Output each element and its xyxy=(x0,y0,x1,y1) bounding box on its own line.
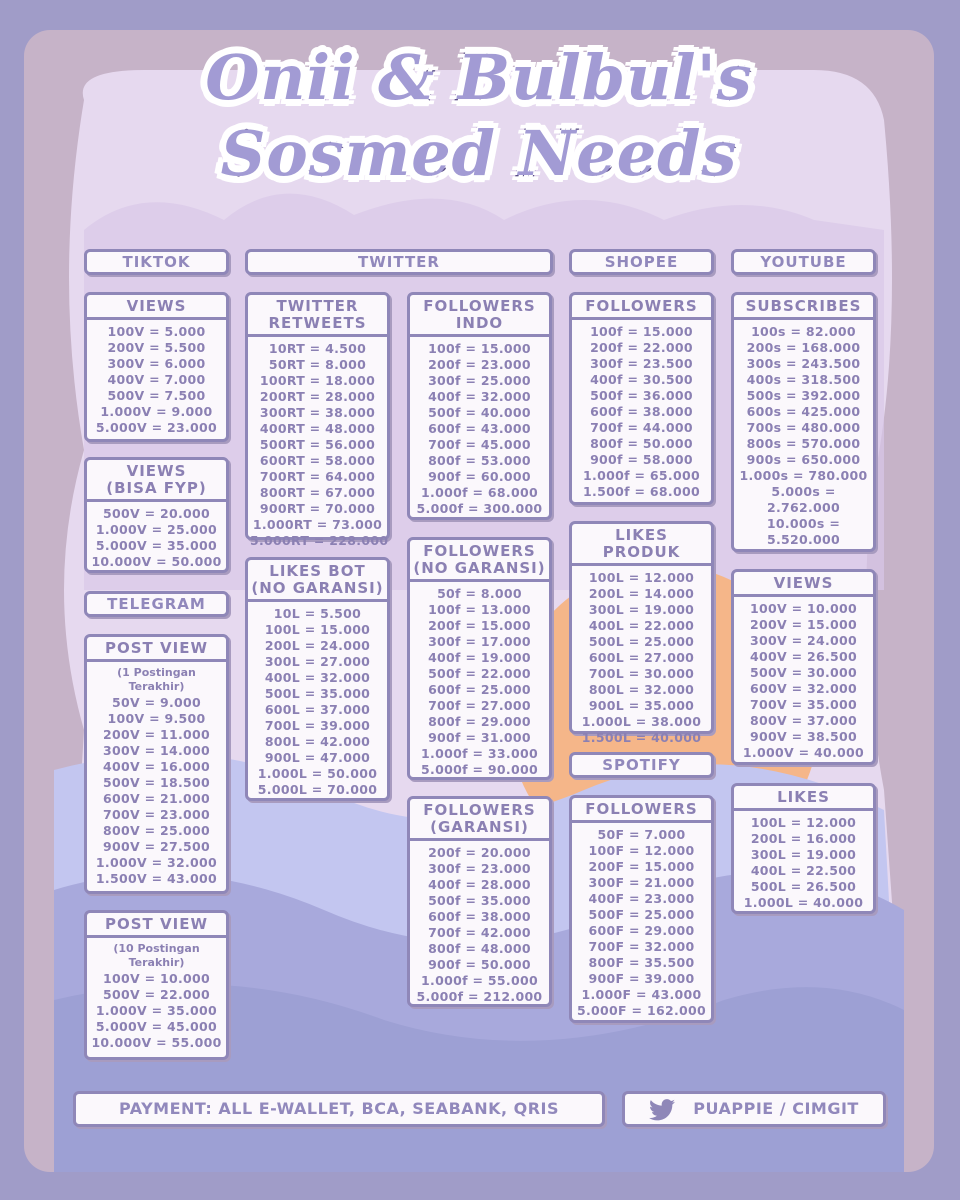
price-item: 100L = 15.000 xyxy=(264,622,371,637)
twitter-likes-bot-card xyxy=(245,557,390,801)
price-item: 200V = 5.500 xyxy=(107,340,206,355)
price-item: 500V = 18.500 xyxy=(102,775,211,790)
category-tiktok: TIKTOK xyxy=(84,249,229,275)
price-list xyxy=(248,337,387,549)
card-title: VIEWS xyxy=(734,572,873,597)
price-item: 1.000s = 780.000 xyxy=(739,468,868,483)
price-item: 900f = 50.000 xyxy=(428,957,531,972)
card-note-line-2: Terakhir) xyxy=(128,680,185,693)
page-title xyxy=(24,40,934,192)
price-item: 400L = 22.500 xyxy=(750,863,857,878)
price-item: 900RT = 70.000 xyxy=(259,501,376,516)
card-title: VIEWS xyxy=(87,295,226,320)
price-item: 400V = 16.000 xyxy=(102,759,211,774)
price-item: 5.000f = 212.000 xyxy=(416,989,543,1004)
price-item: 200F = 15.000 xyxy=(588,859,695,874)
price-item: 400s = 318.500 xyxy=(746,372,861,387)
card-title: FOLLOWERS xyxy=(572,295,711,320)
contact-handles: PUAPPIE / CIMGIT xyxy=(693,1099,859,1118)
card-title: LIKES xyxy=(734,786,873,811)
price-item: 1.000V = 40.000 xyxy=(742,745,865,760)
price-item: 10RT = 4.500 xyxy=(268,341,367,356)
price-item: 1.500f = 68.000 xyxy=(583,484,700,499)
price-item: 400f = 30.500 xyxy=(590,372,693,387)
category-telegram: TELEGRAM xyxy=(84,591,229,617)
price-item: 800f = 50.000 xyxy=(590,436,693,451)
price-item: 700s = 480.000 xyxy=(746,420,861,435)
price-item: 1.000f = 33.000 xyxy=(421,746,538,761)
card-title: POST VIEW xyxy=(87,637,226,662)
price-item: 700f = 44.000 xyxy=(590,420,693,435)
price-item: 800RT = 67.000 xyxy=(259,485,376,500)
tiktok-views-fyp-card xyxy=(84,457,229,573)
card-title-line-2: INDO xyxy=(455,314,504,332)
price-item: 800F = 35.500 xyxy=(588,955,695,970)
price-item: 300s = 243.500 xyxy=(746,356,861,371)
price-item: 1.000L = 50.000 xyxy=(257,766,378,781)
category-youtube: YOUTUBE xyxy=(731,249,876,275)
youtube-subscribes-card xyxy=(731,292,876,552)
price-item: 600L = 27.000 xyxy=(588,650,695,665)
card-title xyxy=(410,540,549,582)
price-item: 100F = 12.000 xyxy=(588,843,695,858)
price-item: 1.000F = 43.000 xyxy=(581,987,702,1002)
price-item: 900L = 47.000 xyxy=(264,750,371,765)
price-list xyxy=(572,566,711,746)
price-item: 300V = 14.000 xyxy=(102,743,211,758)
price-item: 1.000V = 25.000 xyxy=(95,522,218,537)
youtube-views-card xyxy=(731,569,876,765)
price-item: 300RT = 38.000 xyxy=(259,405,376,420)
price-item: 100s = 82.000 xyxy=(751,324,856,339)
price-item: 800f = 29.000 xyxy=(428,714,531,729)
price-item: 700L = 30.000 xyxy=(588,666,695,681)
price-list xyxy=(572,823,711,1019)
telegram-post-view-10-card xyxy=(84,910,229,1060)
card-title-line-1: VIEWS xyxy=(126,462,187,480)
price-item: 50RT = 8.000 xyxy=(268,357,367,372)
twitter-bird-icon xyxy=(649,1099,675,1121)
telegram-post-view-1-card xyxy=(84,634,229,894)
price-item: 900f = 58.000 xyxy=(590,452,693,467)
price-item: 400f = 32.000 xyxy=(428,389,531,404)
price-item: 600f = 25.000 xyxy=(428,682,531,697)
twitter-followers-indo-card xyxy=(407,292,552,520)
price-item: 200L = 14.000 xyxy=(588,586,695,601)
price-item: 10L = 5.500 xyxy=(273,606,362,621)
price-item: 400F = 23.000 xyxy=(588,891,695,906)
price-item: 500RT = 56.000 xyxy=(259,437,376,452)
card-title: LIKES PRODUK xyxy=(572,524,711,566)
price-item: 400L = 32.000 xyxy=(264,670,371,685)
card-note-line-1: (10 Postingan xyxy=(113,942,200,955)
card-title xyxy=(248,295,387,337)
price-item: 400V = 26.500 xyxy=(749,649,858,664)
price-item: 600F = 29.000 xyxy=(588,923,695,938)
price-item: 200V = 11.000 xyxy=(102,727,211,742)
price-item: 700L = 39.000 xyxy=(264,718,371,733)
price-item: 400f = 19.000 xyxy=(428,650,531,665)
card-title-line-1: FOLLOWERS xyxy=(423,297,536,315)
price-item: 300L = 27.000 xyxy=(264,654,371,669)
price-item: 5.520.000 xyxy=(766,532,841,547)
price-item: 5.000s = xyxy=(771,484,836,499)
title-line-2: Sosmed Needs xyxy=(220,117,738,190)
price-item: 600s = 425.000 xyxy=(746,404,861,419)
price-item: 500V = 20.000 xyxy=(102,506,211,521)
price-item: 700f = 42.000 xyxy=(428,925,531,940)
price-item: 300V = 6.000 xyxy=(107,356,206,371)
price-item: 200f = 15.000 xyxy=(428,618,531,633)
price-item: 400RT = 48.000 xyxy=(259,421,376,436)
price-item: 1.500L = 40.000 xyxy=(581,730,702,745)
price-item: 300f = 23.500 xyxy=(590,356,693,371)
price-item: 100f = 15.000 xyxy=(590,324,693,339)
price-item: 800L = 32.000 xyxy=(588,682,695,697)
price-list xyxy=(248,602,387,798)
twitter-retweets-card xyxy=(245,292,390,548)
price-item: 900f = 60.000 xyxy=(428,469,531,484)
price-item: 5.000RT = 228.000 xyxy=(250,533,389,548)
price-item: 700V = 23.000 xyxy=(102,807,211,822)
price-item: 600V = 32.000 xyxy=(749,681,858,696)
price-item: 500V = 7.500 xyxy=(107,388,206,403)
price-item: 500L = 25.000 xyxy=(588,634,695,649)
price-item: 5.000V = 45.000 xyxy=(95,1019,218,1034)
price-item: 900V = 27.500 xyxy=(102,839,211,854)
price-item: 700f = 27.000 xyxy=(428,698,531,713)
price-item: 500L = 35.000 xyxy=(264,686,371,701)
price-item: 100L = 12.000 xyxy=(750,815,857,830)
price-item: 900f = 31.000 xyxy=(428,730,531,745)
price-item: 800s = 570.000 xyxy=(746,436,861,451)
price-item: 400f = 28.000 xyxy=(428,877,531,892)
twitter-followers-garansi-card xyxy=(407,796,552,1007)
price-item: 800f = 53.000 xyxy=(428,453,531,468)
price-item: 600RT = 58.000 xyxy=(259,453,376,468)
price-item: 10.000V = 55.000 xyxy=(91,1035,222,1050)
price-list xyxy=(410,582,549,778)
price-item: 50F = 7.000 xyxy=(597,827,686,842)
shopee-followers-card xyxy=(569,292,714,505)
price-item: 100f = 15.000 xyxy=(428,341,531,356)
price-item: 1.000f = 65.000 xyxy=(583,468,700,483)
card-title-line-2: (BISA FYP) xyxy=(106,479,207,497)
price-item: 100V = 5.000 xyxy=(107,324,206,339)
category-spotify: SPOTIFY xyxy=(569,752,714,778)
price-item: 900F = 39.000 xyxy=(588,971,695,986)
price-list xyxy=(87,502,226,570)
card-title xyxy=(248,560,387,602)
price-item: 500V = 30.000 xyxy=(749,665,858,680)
category-twitter: TWITTER xyxy=(245,249,553,275)
price-item: 200f = 20.000 xyxy=(428,845,531,860)
card-note-line-1: (1 Postingan xyxy=(117,666,196,679)
spotify-followers-card xyxy=(569,795,714,1023)
price-item: 700F = 32.000 xyxy=(588,939,695,954)
price-list xyxy=(572,320,711,500)
card-title-line-1: FOLLOWERS xyxy=(423,801,536,819)
price-item: 400L = 22.000 xyxy=(588,618,695,633)
price-item: 900L = 35.000 xyxy=(588,698,695,713)
price-item: 10.000s = xyxy=(766,516,841,531)
price-item: 700V = 35.000 xyxy=(749,697,858,712)
price-item: 500f = 36.000 xyxy=(590,388,693,403)
price-item: 300L = 19.000 xyxy=(750,847,857,862)
youtube-likes-card xyxy=(731,783,876,914)
price-item: 800f = 48.000 xyxy=(428,941,531,956)
price-item: 5.000L = 70.000 xyxy=(257,782,378,797)
price-item: 1.000L = 38.000 xyxy=(581,714,702,729)
price-item: 300V = 24.000 xyxy=(749,633,858,648)
price-item: 800L = 42.000 xyxy=(264,734,371,749)
card-title: FOLLOWERS xyxy=(572,798,711,823)
card-title-line-2: RETWEETS xyxy=(268,314,367,332)
price-item: 500L = 26.500 xyxy=(750,879,857,894)
price-item: 2.762.000 xyxy=(766,500,841,515)
price-item: 50V = 9.000 xyxy=(111,695,202,710)
price-item: 900V = 38.500 xyxy=(749,729,858,744)
price-item: 1.000f = 55.000 xyxy=(421,973,538,988)
price-item: 100RT = 18.000 xyxy=(259,373,376,388)
price-item: 1.000V = 32.000 xyxy=(95,855,218,870)
category-shopee: SHOPEE xyxy=(569,249,714,275)
price-list xyxy=(87,970,226,1051)
price-item: 100f = 13.000 xyxy=(428,602,531,617)
price-list xyxy=(734,597,873,761)
card-title-line-2: (NO GARANSI) xyxy=(251,579,384,597)
price-item: 500f = 35.000 xyxy=(428,893,531,908)
price-item: 800V = 25.000 xyxy=(102,823,211,838)
price-item: 1.000V = 9.000 xyxy=(100,404,213,419)
price-item: 200L = 24.000 xyxy=(264,638,371,653)
card-title-line-2: (GARANSI) xyxy=(430,818,529,836)
price-item: 300f = 17.000 xyxy=(428,634,531,649)
price-list xyxy=(734,811,873,911)
price-item: 900s = 650.000 xyxy=(746,452,861,467)
card-note-line-2: Terakhir) xyxy=(128,956,185,969)
price-item: 300f = 23.000 xyxy=(428,861,531,876)
price-item: 500f = 40.000 xyxy=(428,405,531,420)
price-item: 50f = 8.000 xyxy=(437,586,522,601)
card-title-line-2: (NO GARANSI) xyxy=(413,559,546,577)
price-item: 200L = 16.000 xyxy=(750,831,857,846)
price-list xyxy=(410,337,549,517)
price-item: 600f = 38.000 xyxy=(428,909,531,924)
price-item: 300F = 21.000 xyxy=(588,875,695,890)
price-item: 5.000f = 300.000 xyxy=(416,501,543,516)
price-item: 200f = 23.000 xyxy=(428,357,531,372)
price-item: 1.000L = 40.000 xyxy=(743,895,864,910)
price-item: 100L = 12.000 xyxy=(588,570,695,585)
contact-bar xyxy=(622,1091,886,1127)
price-item: 200RT = 28.000 xyxy=(259,389,376,404)
card-title xyxy=(87,460,226,502)
price-item: 5.000f = 90.000 xyxy=(421,762,538,777)
price-item: 100V = 10.000 xyxy=(749,601,858,616)
payment-bar: PAYMENT: ALL E-WALLET, BCA, SEABANK, QRIS xyxy=(73,1091,605,1127)
price-item: 5.000V = 23.000 xyxy=(95,420,218,435)
price-item: 600f = 38.000 xyxy=(590,404,693,419)
shopee-likes-produk-card xyxy=(569,521,714,745)
twitter-followers-no-garansi-card xyxy=(407,537,552,780)
price-item: 600f = 43.000 xyxy=(428,421,531,436)
card-title-line-1: FOLLOWERS xyxy=(423,542,536,560)
price-list xyxy=(734,320,873,548)
price-item: 600L = 37.000 xyxy=(264,702,371,717)
price-item: 1.500V = 43.000 xyxy=(95,871,218,886)
price-list xyxy=(87,694,226,887)
price-item: 500F = 25.000 xyxy=(588,907,695,922)
price-list xyxy=(410,841,549,1005)
price-item: 5.000V = 35.000 xyxy=(95,538,218,553)
card-title xyxy=(410,295,549,337)
price-item: 100V = 10.000 xyxy=(102,971,211,986)
price-item: 1.000RT = 73.000 xyxy=(252,517,383,532)
price-item: 300L = 19.000 xyxy=(588,602,695,617)
price-list xyxy=(87,320,226,436)
price-item: 1.000V = 35.000 xyxy=(95,1003,218,1018)
price-item: 600V = 21.000 xyxy=(102,791,211,806)
price-item: 500f = 22.000 xyxy=(428,666,531,681)
price-item: 500V = 22.000 xyxy=(102,987,211,1002)
price-item: 200f = 22.000 xyxy=(590,340,693,355)
price-item: 500s = 392.000 xyxy=(746,388,861,403)
card-title: SUBSCRIBES xyxy=(734,295,873,320)
price-item: 200s = 168.000 xyxy=(746,340,861,355)
price-item: 700RT = 64.000 xyxy=(259,469,376,484)
price-item: 300f = 25.000 xyxy=(428,373,531,388)
tiktok-views-card xyxy=(84,292,229,442)
card-title: POST VIEW xyxy=(87,913,226,938)
price-item: 700f = 45.000 xyxy=(428,437,531,452)
card-title-line-1: LIKES BOT xyxy=(269,562,366,580)
price-item: 100V = 9.500 xyxy=(107,711,206,726)
price-item: 400V = 7.000 xyxy=(107,372,206,387)
price-item: 1.000f = 68.000 xyxy=(421,485,538,500)
price-item: 10.000V = 50.000 xyxy=(91,554,222,569)
card-title-line-1: TWITTER xyxy=(276,297,359,315)
price-item: 200V = 15.000 xyxy=(749,617,858,632)
price-item: 800V = 37.000 xyxy=(749,713,858,728)
card-title xyxy=(410,799,549,841)
title-line-1: Onii & Bulbul's xyxy=(205,41,753,114)
price-item: 5.000F = 162.000 xyxy=(577,1003,706,1018)
